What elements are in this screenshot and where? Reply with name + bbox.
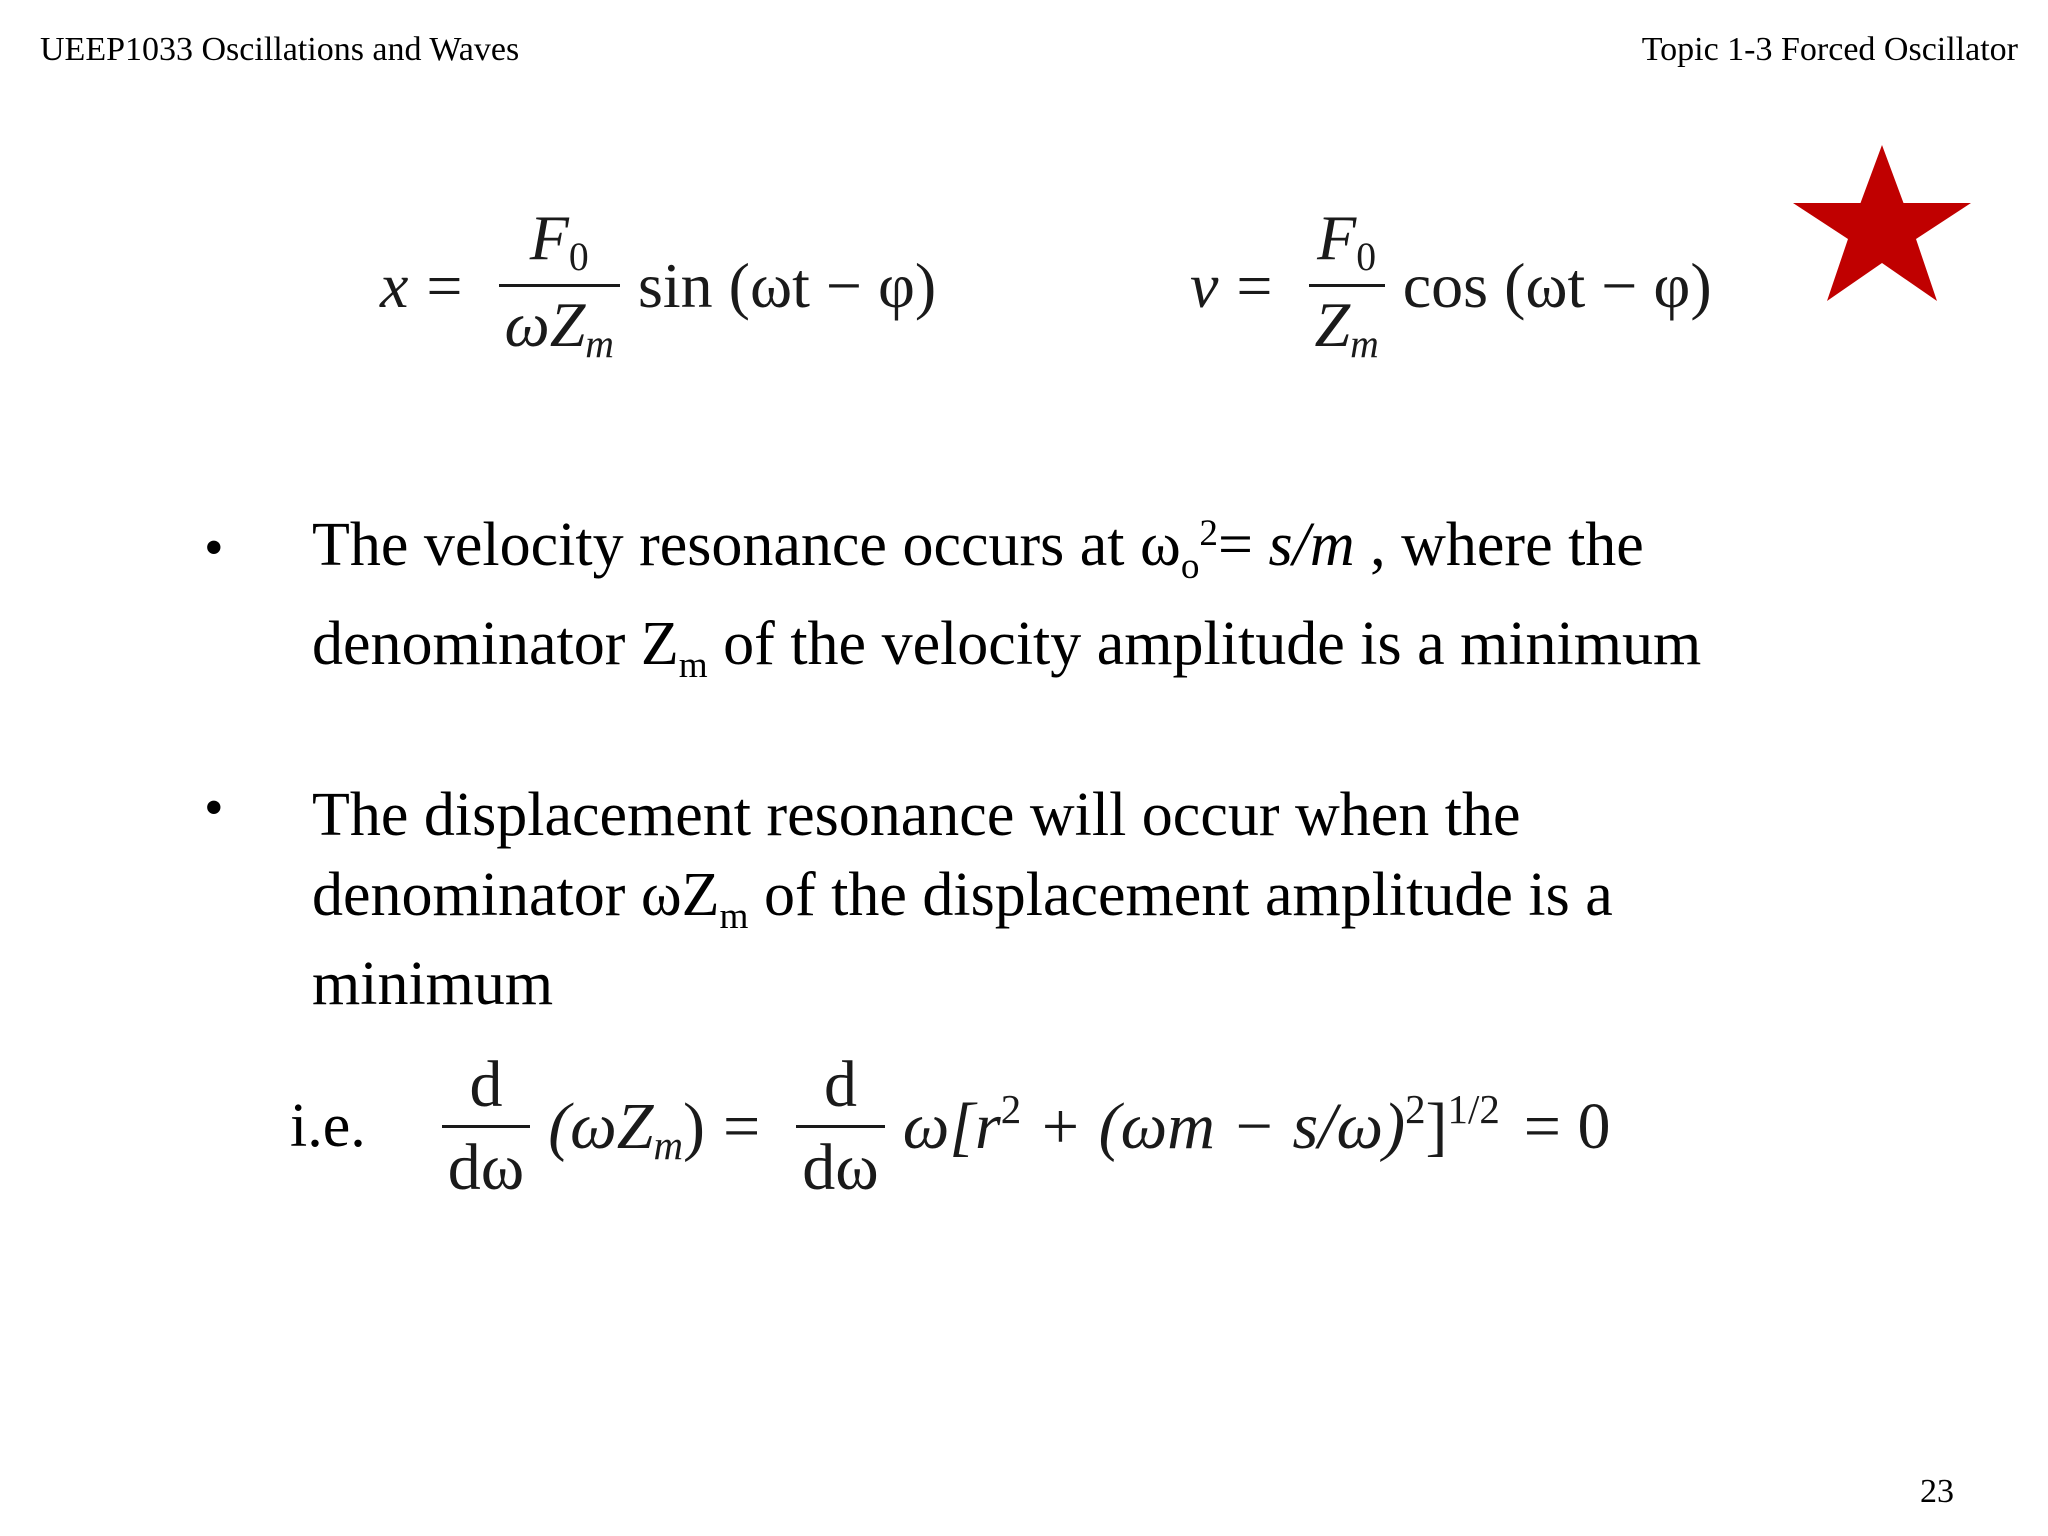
fraction-numerator: F0: [1317, 202, 1377, 280]
velocity-lhs: v: [1190, 249, 1219, 321]
velocity-fraction: [1309, 200, 1385, 371]
derivative-equation: [290, 1045, 1611, 1208]
velocity-rhs: cos (ωt − φ): [1402, 249, 1712, 321]
derivative-math: [424, 1045, 1611, 1208]
displacement-rhs: sin (ωt − φ): [637, 249, 937, 321]
bullet-line: The displacement resonance will occur when the: [312, 781, 1521, 849]
term-expansion: $\omega[r^2 + (\omega m - s/\omega)^2]^{1/2}$: [902, 1086, 1500, 1163]
displacement-fraction: [499, 200, 620, 371]
fraction-denominator: Zm: [1314, 289, 1379, 367]
displacement-lhs: x: [380, 249, 409, 321]
course-header: UEEP1033 Oscillations and Waves: [40, 31, 520, 68]
ie-label: i.e.: [290, 1092, 366, 1160]
equals-sign: =: [1236, 249, 1273, 321]
bullet-displacement-resonance: [312, 770, 1952, 1029]
result: = 0: [1523, 1089, 1611, 1163]
bullet-line: minimum: [312, 950, 554, 1018]
bullet-line: denominator $Z_m$ of the velocity amplitude is a minimum: [312, 610, 1702, 687]
star-icon: [1790, 143, 1974, 303]
bullet-dot: •: [204, 777, 224, 839]
term-wzm: (ωZm): [548, 1089, 706, 1168]
bullet-line: denominator $\omega Z_m$ of the displacement amplitude is a: [312, 861, 1613, 938]
bullet-dot: •: [204, 517, 224, 579]
page-number: 23: [1920, 1473, 1954, 1510]
displacement-equation: [380, 200, 936, 371]
derivative-operator: $\frac{d}{d\omega}$: [442, 1045, 530, 1208]
fraction-denominator: ωZm: [504, 289, 614, 367]
velocity-equation: [1190, 200, 1712, 371]
bullet-line: The velocity resonance occurs at $\omega_o^2= s/m$ , where the: [312, 511, 1644, 588]
topic-header: Topic 1-3 Forced Oscillator: [1641, 31, 2018, 68]
fraction-numerator: F0: [529, 202, 589, 280]
equals-sign: =: [723, 1089, 761, 1163]
bullet-velocity-resonance: [312, 500, 1952, 698]
equals-sign: =: [426, 249, 463, 321]
derivative-operator: $\frac{d}{d\omega}$: [796, 1045, 884, 1208]
